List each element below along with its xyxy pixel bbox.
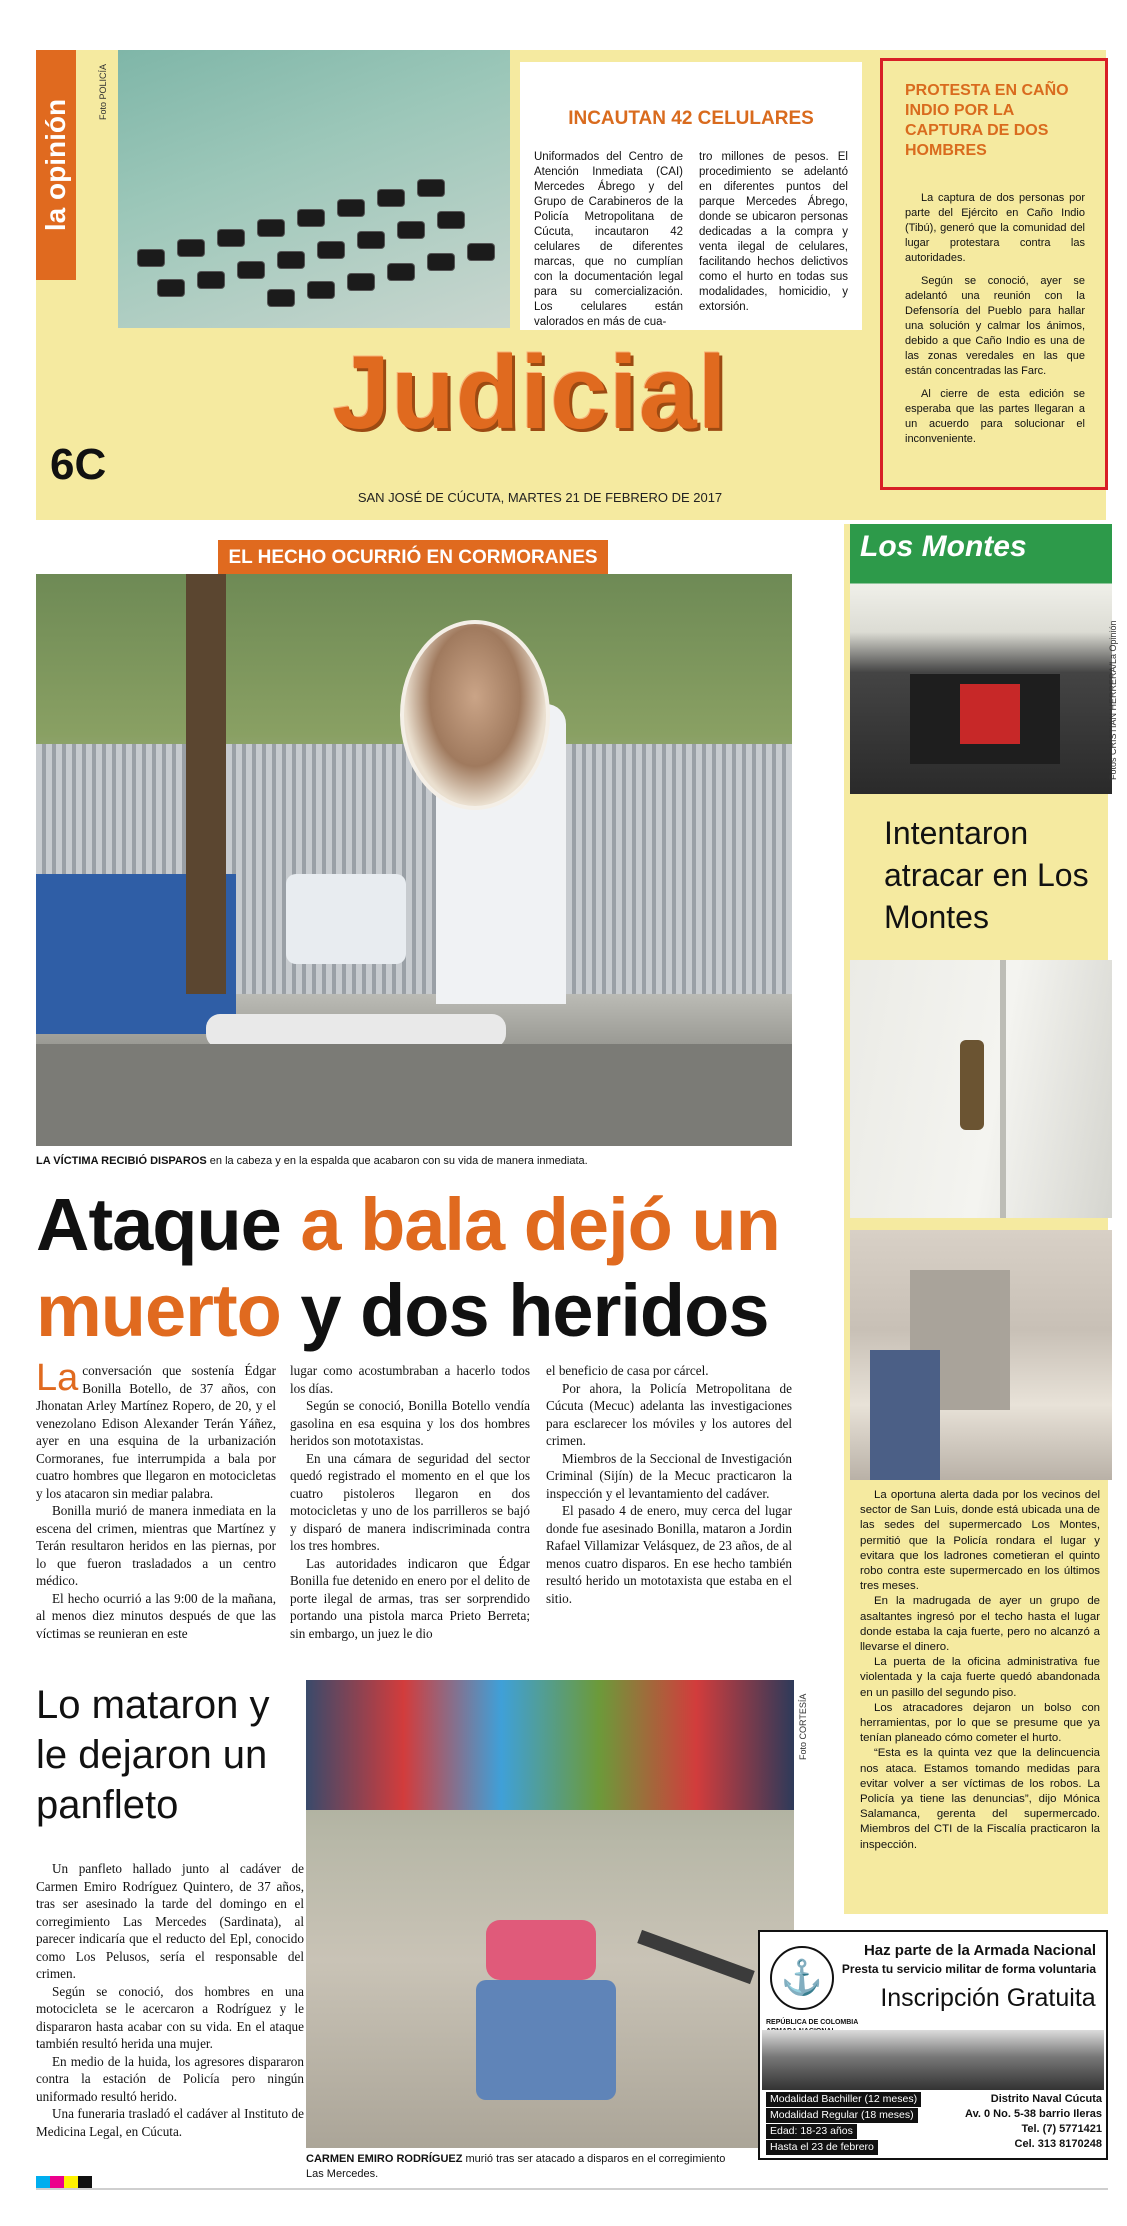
main-body-col2: lugar como acostumbraban a hacerlo todos los días. Según se conoció, Bonilla Botello vendía gasolina en esa esquina y los dos hombres heridos son mototaxistas. En una cámara de seguridad del sector quedó registrado el momento en el que los cuatro pistoleros llegaron en dos motocicletas y uno de los parrilleros se bajó y disparó de manera indiscriminada contra los tres hombres. Las autoridades indicaron que Édgar Bonilla fue detenido en enero por el delito de porte ilegal de armas, tras ser sorprendido portando una pistola marca Prieto Berreta; sin embargo, un juez le dio [290,1363,530,1641]
celulares-brief [520,62,862,330]
brand-text: la opinión [40,98,71,232]
kicker: EL HECHO OCURRIÓ EN CORMORANES [218,540,608,576]
ad-title: Haz parte de la Armada Nacional [863,1942,1096,1959]
ad-subtitle: Presta tu servicio militar de forma voluntaria [841,1962,1096,1976]
right-body: La oportuna alerta dada por los vecinos del sector de San Luis, donde está ubicada una de las sedes del supermercado Los Montes, permitió que la Policía rondara el lugar y evitara que los ladrones cometieran el quinto robo contra este supermercado en los últimos tres meses. En la madrugada de ayer un grupo de asaltantes ingresó por el techo hasta el lugar donde estaba la caja fuerte, pero no alcanzó a llevarse el dinero. La puerta de la oficina administrativa fue violentada y la caja fuerte quedó abandonada en un pasillo del segundo piso. Los atracadores dejaron un bolso con herramientas, por lo que se presume que ya tenían planeado cómo cometer el hurto. “Esta es la quinta vez que la delincuencia nos ataca. Estamos tomando medidas para evitar volver a ser víctimas de los robos. La Policía ya tiene las denuncias”, dijo Mónica Salamanca, gerenta del supermercado. Miembros del CTI de la Fiscalía practicaron la inspección. [860,1489,1100,1851]
main-headline: Ataque a bala dejó un muerto y dos heridos [36,1183,780,1352]
supermarket-photo [850,524,1112,794]
right-headline: Intentaron atracar en Los Montes [884,815,1089,935]
page-number: 6C [50,440,107,489]
photo-caption: LA VÍCTIMA RECIBIÓ DISPAROS en la cabeza y en la espalda que acabaron con su vida de manera inmediata. [36,1155,588,1167]
store-sign: Los Montes [860,530,1027,563]
crowd-caption: CARMEN EMIRO RODRÍGUEZ murió tras ser atacado a disparos en el corregimiento Las Mercedes. [306,2153,726,2180]
crest-icon: ⚓ [770,1946,834,2010]
second-body: Un panfleto hallado junto al cadáver de Carmen Emiro Rodríguez Quintero, de 37 años, tras ser asesinado la tarde del domingo en el corregimiento Las Mercedes (Sardinata), al parecer indicaría que el reducto del Epl, conocido como Los Pelusos, sería el responsable del crimen. Según se conoció, dos hombres en una motocicleta se le acercaron a Rodríguez y le dispararon hasta acabar con su vida. En el ataque también resultó herida una mujer. En medio de la huida, los agresores dispararon contra la estación de Policía pero ningún uniformado resultó herido. Una funeraria trasladó el cadáver al Instituto de Medicina Legal, en Cúcuta. [36,1861,304,2139]
main-body-col3: el beneficio de casa por cárcel. Por ahora, la Policía Metropolitana de Cúcuta (Mecuc) adelanta las investigaciones para esclarecer los móviles y los autores del crimen. Miembros de la Seccional de Investigación Criminal (Sijín) de la Mecuc practicaron la inspección y el levantamiento del cadáver. El pasado 4 de enero, muy cerca del lugar donde fue asesinado Bonilla, mataron a Jordin Rafael Villamizar Velásquez, de 23 años, de al menos cuatro disparos. En ese hecho también resultó herido un mototaxista que estaba en el sitio. [546,1363,792,1606]
brand-logo [36,50,76,280]
second-headline: Lo mataron y le dejaron un panfleto [36,1683,270,1827]
victim-portrait [400,620,550,810]
ad-main: Inscripción Gratuita [880,1984,1096,2012]
dropcap: La [36,1357,79,1399]
door-photo [850,960,1112,1218]
photo-credit-cortesia: Foto CORTESÍA [798,1693,808,1760]
protesta-title: PROTESTA EN CAÑO INDIO POR LA CAPTURA DE DOS HOMBRES [905,82,1069,159]
main-body-col1: La conversación que sostenía Édgar Bonilla Botello, de 37 años, con Jhonatan Arley Martínez Ropero, de 20, y el venezolano Edison Alexander Terán Yáñez, ayer en una esquina de la urbanización Cormoranes, fue interrumpida a bala por cuatro hombres que llegaron en motocicletas y los atacaron sin mediar palabra. Bonilla murió de manera inmediata en la escena del crimen, mientras que Martínez y Terán resultaron heridos en las piernas, por lo que fueron trasladados a un centro médico. El hecho ocurrió a las 9:00 de la mañana, al menos diez minutos después de que las víctimas se reunieran en este [36,1357,276,1641]
registration-swatch [50,2176,64,2188]
protesta-brief [880,58,1108,490]
section-title: Judicial [332,335,728,451]
celulares-title: INCAUTAN 42 CELULARES [568,108,814,129]
registration-swatch [36,2176,50,2188]
protesta-p1: La captura de dos personas por parte del Ejército en Caño Indio (Tibú), generó que la comunidad del lugar protestara contra las autoridades. [905,192,1085,264]
ad-org: REPÚBLICA DE COLOMBIA [766,2019,859,2026]
photo-credit-right: Fotos CRISTIAN HERRERA/La Opinión [1108,620,1118,780]
ad-boat-photo [762,2030,1104,2090]
celulares-col2: tro millones de pesos. El procedimiento se adelantó en diferentes puntos del parque Mercedes Ábrego, donde se ubicaron personas dedicadas a la compra y venta ilegal de celulares, facilitando hechos delictivos como el hurto en todas sus modalidades, homicidio, y extorsión. [699,151,848,313]
celulares-col1: Uniformados del Centro de Atención Inmediata (CAI) Mercedes Ábrego y del Grupo de Carabineros de la Policía Metropolitana de Cúcuta, incautaron 42 celulares de diferentes marcas, que no cumplían con la documentación legal para su comercialización. Los celulares están valorados en más de cua- [534,151,683,328]
phones-photo [118,50,510,328]
ad-contact: Distrito Naval Cúcuta Av. 0 No. 5-38 barrio Ileras Tel. (7) 5771421 Cel. 313 8170248 [965,2093,1102,2150]
crowd-photo [306,1680,794,2148]
protesta-p2: Según se conoció, ayer se adelantó una reunión con la Defensoría del Pueblo para hallar una solución y calmar los ánimos, debido a que Caño Indio es una de las zonas veredales en las que están concentradas las Farc. [905,275,1085,377]
bottom-rule [36,2188,1108,2190]
ad-list: Modalidad Bachiller (12 meses) Modalidad Regular (18 meses) Edad: 18-23 años Hasta el 23 de febrero [766,2092,921,2156]
dateline: SAN JOSÉ DE CÚCUTA, MARTES 21 DE FEBRERO DE 2017 [357,490,723,505]
safe-photo [850,1230,1112,1480]
protesta-p3: Al cierre de esta edición se esperaba que las partes llegaran a un acuerdo para solucionar el inconveniente. [905,388,1085,445]
photo-credit: Foto POLICÍA [98,63,108,120]
registration-swatch [64,2176,78,2188]
registration-swatch [78,2176,92,2188]
